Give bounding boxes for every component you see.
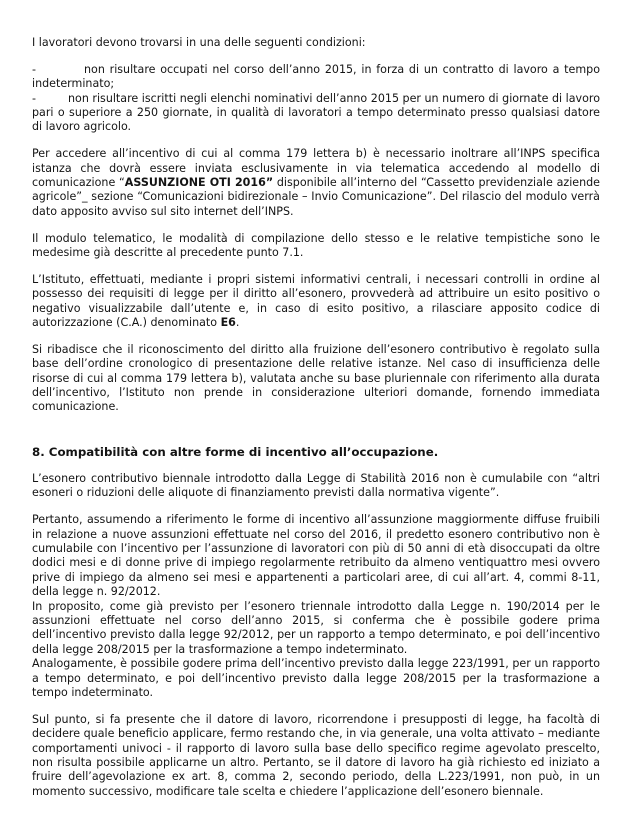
condition-dash: - bbox=[32, 62, 37, 76]
similarly-paragraph: Analogamente, è possibile godere prima dell’incentivo previsto dalla legge 223/1991, per un rapporto a tempo determinato, e poi dell’incentivo previsto dalla legge 208/2015 per la trasformazione a tempo indeterminato. bbox=[32, 657, 600, 699]
condition-text: non risultare iscritti negli elenchi nominativi dell’anno 2015 per un numero di giornate di lavoro pari o superiore a 250 giornate, in qualità di lavoratori a tempo determinato presso qualsiasi datore di lavoro agricolo. bbox=[32, 91, 600, 134]
condition-text: non risultare occupati nel corso dell’anno 2015, in forza di un contratto di lavoro a tempo indeterminato; bbox=[32, 62, 600, 91]
condition-dash: - bbox=[32, 91, 37, 105]
recognition-paragraph: Si ribadisce che il riconoscimento del diritto alla fruizione dell’esonero contributivo è regolato sulla base dell’ordine cronologico di presentazione delle relative istanze. Nel caso di insufficienza delle risorse di cui al comma 179 lettera b), valutata anche su base pluriennale con riferimento alla durata dell’incentivo, l’Istituto non prende in considerazione ulteriori domande, fornendo immediata comunicazione. bbox=[32, 342, 600, 414]
institute-text-part1: L’Istituto, effettuati, mediante i propri sistemi informativi centrali, i necessari controlli in ordine al possesso dei requisiti di legge per il diritto all’esonero, provvederà ad attribuire un esito positivo o negativo visualizzabile dall’utente e, in caso di esito positivo, a rilasciare apposito codice di autorizzazione (C.A.) denominato bbox=[32, 272, 600, 330]
section-heading: 8. Compatibilità con altre forme di incentivo all’occupazione. bbox=[32, 444, 439, 459]
module-paragraph: Il modulo telematico, le modalità di compilazione dello stesso e le relative tempistiche sono le medesime già descritte al precedente punto 7.1. bbox=[32, 231, 600, 260]
institute-paragraph bbox=[32, 273, 600, 331]
exemption-paragraph: L’esonero contributivo biennale introdotto dalla Legge di Stabilità 2016 non è cumulabile con “altri esoneri o riduzioni delle aliquote di finanziamento previsti dalla normativa vigente”. bbox=[32, 471, 600, 500]
point-paragraph: Sul punto, si fa presente che il datore di lavoro, ricorrendone i presupposti di legge, ha facoltà di decidere quale beneficio applicare, fermo restando che, in via generale, una volta attivato – mediante comportamenti univoci - il rapporto di lavoro sulla base dello specifico regime agevolato prescelto, non risulta possibile applicarne un altro. Pertanto, se il datore di lavoro ha già richiesto ed iniziato a fruire dell’agevolazione ex art. 8, comma 2, secondo periodo, della L.223/1991, non può, in un momento successivo, modificare tale scelta e chiedere l’applicazione dell’esonero biennale. bbox=[32, 712, 600, 798]
condition-item-1 bbox=[32, 63, 600, 92]
access-paragraph bbox=[32, 147, 600, 219]
intro-paragraph: I lavoratori devono trovarsi in una delle seguenti condizioni: bbox=[32, 36, 366, 49]
condition-item-2 bbox=[32, 92, 600, 135]
access-text-part2: disponibile all’interno del “Cassetto previdenziale aziende agricole”_ sezione “Comunicazioni bidirezionale – Invio Comunicazione”. Del rilascio del modulo verrà dato apposito avviso sul sito internet dell’INPS. bbox=[32, 176, 600, 218]
authorization-code: E6 bbox=[220, 316, 236, 330]
therefore-paragraph: Pertanto, assumendo a riferimento le forme di incentivo all’assunzione maggiormente diffuse fruibili in relazione a nuove assunzioni effettuate nel corso del 2016, il predetto esonero contributivo non è cumulabile con l’incentivo per l’assunzione di lavoratori con più di 50 anni di età disoccupati da oltre dodici mesi e di donne prive di impiego regolarmente retribuito da almeno ventiquattro mesi ovvero prive di impiego da almeno sei mesi e appartenenti a particolari aree, di cui all’art. 4, commi 8-11, della legge n. 92/2012. bbox=[32, 513, 600, 599]
model-name: ASSUNZIONE OTI 2016” bbox=[124, 176, 274, 190]
proposal-paragraph: In proposito, come già previsto per l’esonero triennale introdotto dalla Legge n. 190/2014 per le assunzioni effettuate nel corso dell’anno 2015, si conferma che è possibile godere prima dell’incentivo previsto dalla legge 92/2012, per un rapporto a tempo determinato, e poi dell’incentivo della legge 208/2015 per la trasformazione a tempo indeterminato. bbox=[32, 599, 600, 656]
institute-text-part2: . bbox=[235, 316, 240, 330]
access-text-part1: Per accedere all’incentivo di cui al comma 179 lettera b) è necessario inoltrare all’INPS specifica istanza che dovrà essere inviata esclusivamente in via telematica accedendo al modello di comunicazione “ bbox=[32, 147, 600, 190]
